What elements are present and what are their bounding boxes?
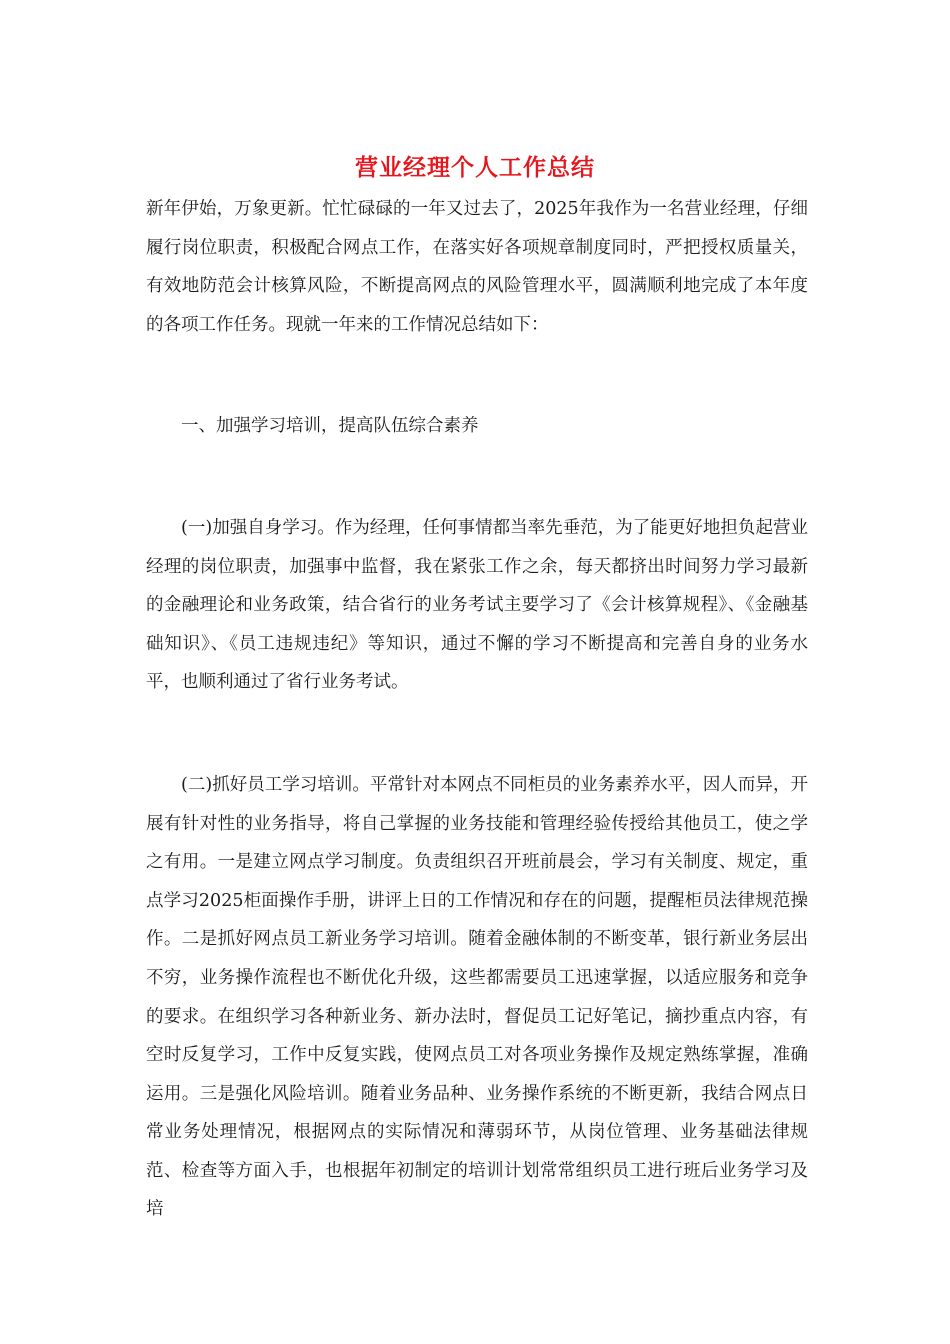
document-title: 营业经理个人工作总结 (355, 154, 595, 181)
paragraph-spacer (146, 702, 808, 766)
document-body (146, 190, 808, 1229)
paragraph-spacer (146, 446, 808, 509)
intro-paragraph: 新年伊始，万象更新。忙忙碌碌的一年又过去了，2025年我作为一名营业经理，仔细履行岗位职责，积极配合网点工作，在落实好各项规章制度同时，严把授权质量关，有效地防范会计核算风险，不断提高网点的风险管理水平，圆满顺利地完成了本年度的各项工作任务。现就一年来的工作情况总结如下： (146, 199, 808, 335)
subsection-paragraph-1: (一)加强自身学习。作为经理，任何事情都当率先垂范，为了能更好地担负起营业经理的岗位职责，加强事中监督，我在紧张工作之余，每天都挤出时间努力学习最新的金融理论和业务政策，结合省行的业务考试主要学习了《会计核算规程》、《金融基础知识》、《员工违规违纪》等知识，通过不懈的学习不断提高和完善自身的业务水平，也顺利通过了省行业务考试。 (146, 517, 808, 693)
section-heading-1: 一、加强学习培训，提高队伍综合素养 (181, 416, 479, 437)
paragraph-spacer (146, 344, 808, 407)
subsection-paragraph-2: (二)抓好员工学习培训。平常针对本网点不同柜员的业务素养水平，因人而异，开展有针对性的业务指导，将自己掌握的业务技能和管理经验传授给其他员工，使之学之有用。一是建立网点学习制度。负责组织召开班前晨会，学习有关制度、规定，重点学习2025柜面操作手册，讲评上日的工作情况和存在的问题，提醒柜员法律规范操作。二是抓好网点员工新业务学习培训。随着金融体制的不断变革，银行新业务层出不穷，业务操作流程也不断优化升级，这些都需要员工迅速掌握，以适应服务和竞争的要求。在组织学习各种新业务、新办法时，督促员工记好笔记，摘抄重点内容，有空时反复学习，工作中反复实践，使网点员工对各项业务操作及规定熟练掌握，准确运用。三是强化风险培训。随着业务品种、业务操作系统的不断更新，我结合网点日常业务处理情况，根据网点的实际情况和薄弱环节，从岗位管理、业务基础法律规范、检查等方面入手，也根据年初制定的培训计划常常组织员工进行班后业务学习及培 (146, 774, 808, 1220)
